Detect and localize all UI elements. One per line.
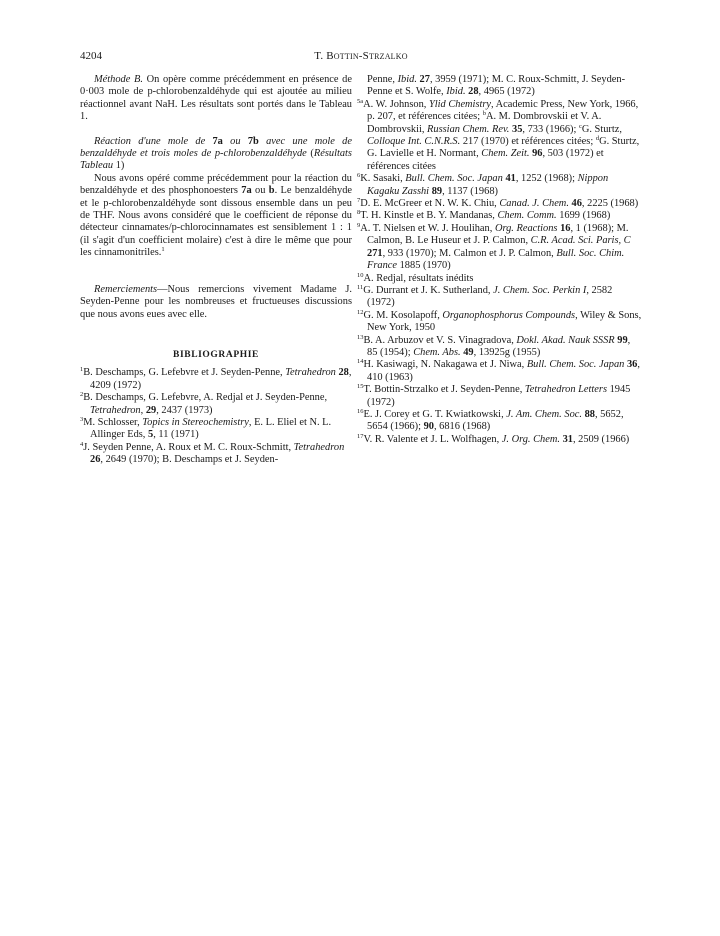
reference-14: $^{14}$H. Kasiwagi, N. Nakagawa et J. Niwa, Bull. Chem. Soc. Japan 36, 410 (1963) <box>357 358 640 383</box>
right-column <box>357 74 642 446</box>
reference-8: $^8$T. H. Kinstle et B. Y. Mandanas, Chem. Comm. 1699 (1968) <box>357 209 611 222</box>
acknowledgements: Remerciements—Nous remercions vivement Madame J. Seyden-Penne pour les nombreuses et fructueuses discussions que nous avons eues avec elle. <box>80 283 352 320</box>
reference-15: $^{15}$T. Bottin-Strzalko et J. Seyden-Penne, Tetrahedron Letters 1945 (1972) <box>357 383 631 408</box>
bibliography-heading: BIBLIOGRAPHIE <box>173 349 259 360</box>
running-head: T. Bottin-Strzalko <box>314 50 408 62</box>
reference-1: $^1$B. Deschamps, G. Lefebvre et J. Seyden-Penne, Tetrahedron 28, 4209 (1972) <box>80 366 352 391</box>
reference-4-continued: Penne, Ibid. 27, 3959 (1971); M. C. Roux-Schmitt, J. Seyden-Penne et S. Wolfe, Ibid. 28, 4965 (1972) <box>367 74 626 98</box>
reference-10: $^{10}$A. Redjal, résultats inédits <box>357 271 474 284</box>
reference-9: $^9$A. T. Nielsen et W. J. Houlihan, Org. Reactions 16, 1 (1968); M. Calmon, B. Le Huseur et J. P. Calmon, C.R. Acad. Sci. Paris, C 271, 933 (1970); M. Calmon et J. P. Calmon, Bull. Soc. Chim. France 1885 (1970) <box>357 221 631 272</box>
reaction-heading: Réaction d'une mole de 7a ou 7b avec une mole de benzaldéhyde et trois moles de p-chlorobenzaldéhyde (Résultats Tableau 1) <box>80 135 352 172</box>
method-b-paragraph: Méthode B. On opère comme précédemment en présence de 0·003 mole de p-chlorobenzaldéhyde qui est ajoutée au milieu réactionnel avant NaH. Les résultats sont portés dans le Tableau 1. <box>80 74 352 123</box>
reference-6: $^6$K. Sasaki, Bull. Chem. Soc. Japan 41, 1252 (1968); Nippon Kagaku Zasshi 89, 1137 (1968) <box>357 172 609 197</box>
reference-13: $^{13}$B. A. Arbuzov et V. S. Vinagradova, Dokl. Akad. Nauk SSSR 99, 85 (1954); Chem. Abs. 49, 13925g (1955) <box>357 333 631 358</box>
reaction-paragraph: Nous avons opéré comme précédemment pour la réaction du benzaldéhyde et des phosphonoesters 7a ou b. Le benzaldéhyde et le p-chlorobenzaldéhyde sont dissous ensemble dans un peu de THF. Nous avons considéré que le coefficient de réponse du détecteur cinnamates/p-chlorocinnamates est sensiblement 1 : 1 (il s'agit d'un coefficient molaire) c'est à dire le même que pour les cinnamonitriles.$^1$ <box>80 172 353 259</box>
page-number: 4204 <box>80 50 102 62</box>
reference-3: $^3$M. Schlosser, Topics in Stereochemistry, E. L. Eliel et N. L. Allinger Eds, 5, 11 (1971) <box>80 415 332 441</box>
page-header <box>80 50 642 66</box>
reference-17: $^{17}$V. R. Valente et J. L. Wolfhagen, J. Org. Chem. 31, 2509 (1966) <box>357 432 630 445</box>
left-column <box>80 74 352 467</box>
reference-12: $^{12}$G. M. Kosolapoff, Organophosphorus Compounds, Wiley & Sons, New York, 1950 <box>357 308 642 334</box>
reference-7: $^7$D. E. McGreer et N. W. K. Chiu, Canad. J. Chem. 46, 2225 (1968) <box>357 197 639 210</box>
reference-2: $^2$B. Deschamps, G. Lefebvre, A. Redjal et J. Seyden-Penne, Tetrahedron, 29, 2437 (1973) <box>80 391 328 416</box>
reference-5: $^{5a}$A. W. Johnson, Ylid Chemistry, Academic Press, New York, 1966, p. 207, et références citées; $^b$A. M. Dombrovskii et V. A. Dombrovskii, Russian Chem. Rev. 35, 733 (1966); $^c$G. Sturtz, Colloque Int. C.N.R.S. 217 (1970) et références citées; $^d$G. Sturtz, G. Lavielle et H. Normant, Chem. Zeit. 96, 503 (1972) et références citées <box>357 97 640 172</box>
reference-11: $^{11}$G. Durrant et J. K. Sutherland, J. Chem. Soc. Perkin I, 2582 (1972) <box>357 283 613 309</box>
reference-16: $^{16}$E. J. Corey et G. T. Kwiatkowski, J. Am. Chem. Soc. 88, 5652, 5654 (1966); 90, 6816 (1968) <box>357 407 624 433</box>
reference-4: $^4$J. Seyden Penne, A. Roux et M. C. Roux-Schmitt, Tetrahedron 26, 2649 (1970); B. Deschamps et J. Seyden- <box>80 440 345 466</box>
